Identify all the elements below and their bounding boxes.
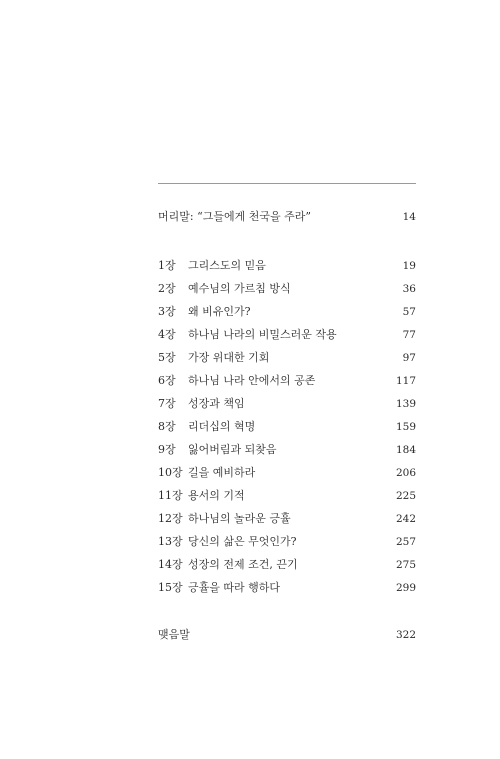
- chapter-number: 1장: [158, 259, 176, 272]
- chapter-number: 12장: [158, 512, 183, 525]
- chapter-page: 242: [395, 513, 416, 525]
- chapter-number: 6장: [158, 374, 176, 387]
- chapter-title: 왜 비유인가?: [188, 305, 251, 318]
- chapter-page: 117: [395, 375, 416, 387]
- chapter-title: 가장 위대한 기회: [188, 351, 270, 364]
- toc-chapter-row[interactable]: [158, 301, 416, 323]
- epilogue-title: 맺음말: [158, 628, 190, 641]
- toc-chapter-row[interactable]: [158, 255, 416, 277]
- chapter-number: 2장: [158, 282, 176, 295]
- chapter-page: 77: [402, 329, 416, 341]
- toc-chapter-row[interactable]: [158, 278, 416, 300]
- chapter-title: 그리스도의 믿음: [188, 259, 266, 272]
- chapter-title: 용서의 기적: [188, 489, 245, 502]
- chapter-page: 206: [395, 467, 416, 479]
- toc-chapter-row[interactable]: [158, 347, 416, 369]
- chapter-page: 57: [402, 306, 416, 318]
- top-divider: [158, 183, 416, 184]
- chapter-title: 길을 예비하라: [188, 466, 256, 479]
- chapter-number: 8장: [158, 420, 176, 433]
- epilogue-page: 322: [395, 629, 416, 641]
- chapter-title: 하나님의 놀라운 긍휼: [188, 512, 291, 525]
- chapter-number: 14장: [158, 558, 183, 571]
- chapter-page: 275: [395, 559, 416, 571]
- toc-chapter-row[interactable]: [158, 370, 416, 392]
- chapter-number: 11장: [158, 489, 183, 502]
- chapter-number: 5장: [158, 351, 176, 364]
- chapter-number: 9장: [158, 443, 176, 456]
- chapter-page: 257: [395, 536, 416, 548]
- chapter-number: 3장: [158, 305, 176, 318]
- chapter-page: 139: [395, 398, 416, 410]
- chapter-number: 7장: [158, 397, 176, 410]
- chapter-title: 예수님의 가르침 방식: [188, 282, 291, 295]
- chapter-page: 225: [395, 490, 416, 502]
- toc-chapter-row[interactable]: [158, 439, 416, 461]
- preface-title: 머리말: “그들에게 천국을 주라”: [158, 210, 311, 223]
- chapter-page: 299: [395, 582, 416, 594]
- chapter-title: 잃어버림과 되찾음: [188, 443, 277, 456]
- chapter-number: 10장: [158, 466, 183, 479]
- chapter-title: 당신의 삶은 무엇인가?: [188, 535, 297, 548]
- toc-chapter-row[interactable]: [158, 393, 416, 415]
- chapter-page: 19: [402, 260, 416, 272]
- toc-chapter-row[interactable]: [158, 554, 416, 576]
- chapter-page: 159: [395, 421, 416, 433]
- chapter-number: 4장: [158, 328, 176, 341]
- toc-preface[interactable]: [158, 206, 416, 228]
- chapter-number: 15장: [158, 581, 183, 594]
- chapter-page: 36: [402, 283, 416, 295]
- chapter-title: 성장과 책임: [188, 397, 245, 410]
- toc-chapter-row[interactable]: [158, 485, 416, 507]
- chapter-title: 리더십의 혁명: [188, 420, 256, 433]
- toc-chapter-row[interactable]: [158, 577, 416, 599]
- toc-chapter-row[interactable]: [158, 462, 416, 484]
- toc-chapter-row[interactable]: [158, 416, 416, 438]
- toc-chapter-row[interactable]: [158, 324, 416, 346]
- toc-chapter-row[interactable]: [158, 531, 416, 553]
- chapter-title: 하나님 나라 안에서의 공존: [188, 374, 316, 387]
- toc-epilogue[interactable]: [158, 624, 416, 646]
- chapter-page: 97: [402, 352, 416, 364]
- chapter-number: 13장: [158, 535, 183, 548]
- chapter-page: 184: [395, 444, 416, 456]
- chapter-title: 성장의 전제 조건, 끈기: [188, 558, 298, 571]
- preface-page: 14: [402, 211, 416, 223]
- chapter-title: 긍휼을 따라 행하다: [188, 581, 281, 594]
- chapter-title: 하나님 나라의 비밀스러운 작용: [188, 328, 337, 341]
- toc-chapter-row[interactable]: [158, 508, 416, 530]
